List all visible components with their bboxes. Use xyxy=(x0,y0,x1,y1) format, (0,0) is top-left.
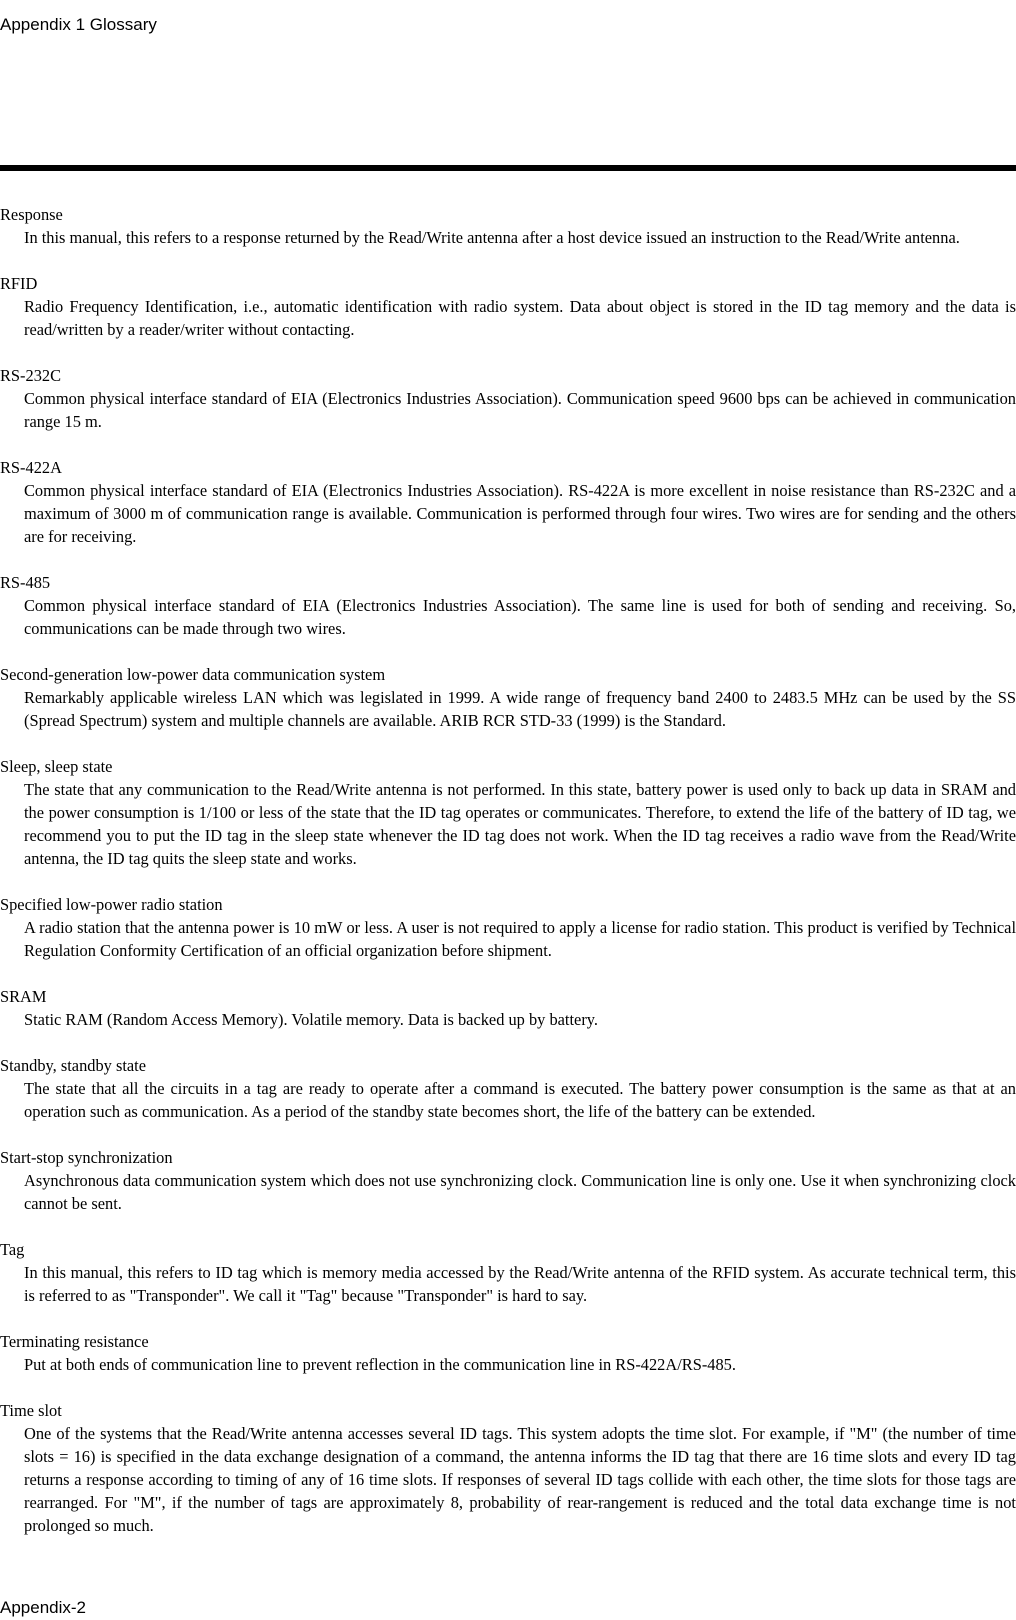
glossary-term: Response xyxy=(0,205,63,224)
glossary-definition: In this manual, this refers to ID tag which is memory media accessed by the Read/Write antenna of the RFID system. As accurate technical term, this is referred to as "Transponder". We call it "Tag" because "Transponder" is hard to say. xyxy=(24,1263,1016,1305)
glossary-definition: A radio station that the antenna power is 10 mW or less. A user is not required to apply a license for radio station. This product is verified by Technical Regulation Conformity Certification of an official organization before shipment. xyxy=(24,918,1016,960)
glossary-definition: One of the systems that the Read/Write antenna accesses several ID tags. This system adopts the time slot. For example, if "M" (the number of time slots = 16) is specified in the data exchange designation of a command, the antenna informs the ID tag that there are 16 time slots and every ID tag returns a response according to timing of any of 16 time slots. If responses of several ID tags collide with each other, the time slots for those tags are rearranged. For "M", if the number of tags are approximately 8, probability of rear-rangement is reduced and the total data exchange time is not prolonged so much. xyxy=(24,1424,1016,1535)
glossary-entry-sleep xyxy=(0,755,1016,870)
glossary-definition: Common physical interface standard of EIA (Electronics Industries Association). RS-422A is more excellent in noise resistance than RS-232C and a maximum of 3000 m of communication range is available. Communication is performed through four wires. Two wires are for sending and the others are for receiving. xyxy=(24,481,1016,546)
glossary-entry-response xyxy=(0,203,1016,249)
glossary-term: Second-generation low-power data communication system xyxy=(0,665,386,684)
glossary-term: Start-stop synchronization xyxy=(0,1148,173,1167)
glossary-term: RS-485 xyxy=(0,573,51,592)
page-number: Appendix-2 xyxy=(0,1598,87,1617)
glossary-entry-sram xyxy=(0,985,1016,1031)
glossary-term: Specified low-power radio station xyxy=(0,895,223,914)
glossary-term: Tag xyxy=(0,1240,25,1259)
glossary-term: SRAM xyxy=(0,987,47,1006)
glossary-definition: Common physical interface standard of EIA (Electronics Industries Association). The same line is used for both of sending and receiving. So, communications can be made through two wires. xyxy=(24,596,1016,638)
glossary-term: Terminating resistance xyxy=(0,1332,149,1351)
glossary-term: Time slot xyxy=(0,1401,62,1420)
glossary-term: RS-422A xyxy=(0,458,62,477)
glossary-definition: Put at both ends of communication line to prevent reflection in the communication line in RS-422A/RS-485. xyxy=(24,1355,736,1374)
glossary-term: Standby, standby state xyxy=(0,1056,146,1075)
glossary-entry-tag xyxy=(0,1238,1016,1307)
glossary-entry-rs-422a xyxy=(0,456,1016,548)
glossary-entry-standby xyxy=(0,1054,1016,1123)
glossary-list xyxy=(0,203,1016,1560)
header-divider xyxy=(0,165,1016,171)
glossary-entry-rs-232c xyxy=(0,364,1016,433)
glossary-definition: The state that all the circuits in a tag are ready to operate after a command is executed. The battery power consumption is the same as that at an operation such as communication. As a period of the standby state becomes short, the life of the battery can be extended. xyxy=(24,1079,1016,1121)
glossary-definition: Common physical interface standard of EIA (Electronics Industries Association). Communication speed 9600 bps can be achieved in communication range 15 m. xyxy=(24,389,1016,431)
glossary-definition: Static RAM (Random Access Memory). Volatile memory. Data is backed up by battery. xyxy=(24,1010,599,1029)
glossary-term: RS-232C xyxy=(0,366,62,385)
page-header-title: Appendix 1 Glossary xyxy=(0,15,157,34)
glossary-entry-specified-low-power xyxy=(0,893,1016,962)
glossary-term: RFID xyxy=(0,274,38,293)
glossary-entry-rs-485 xyxy=(0,571,1016,640)
glossary-entry-rfid xyxy=(0,272,1016,341)
glossary-entry-terminating-resistance xyxy=(0,1330,1016,1376)
glossary-definition: In this manual, this refers to a response returned by the Read/Write antenna after a host device issued an instruction to the Read/Write antenna. xyxy=(24,228,960,247)
glossary-term: Sleep, sleep state xyxy=(0,757,113,776)
glossary-entry-start-stop xyxy=(0,1146,1016,1215)
glossary-definition: The state that any communication to the Read/Write antenna is not performed. In this state, battery power is used only to back up data in SRAM and the power consumption is 1/100 or less of the state that the ID tag operates or communicates. Therefore, to extend the life of the battery of ID tag, we recommend you to put the ID tag in the sleep state whenever the ID tag does not work. When the ID tag receives a radio wave from the Read/Write antenna, the ID tag quits the sleep state and works. xyxy=(24,780,1016,868)
glossary-entry-second-generation xyxy=(0,663,1016,732)
glossary-entry-time-slot xyxy=(0,1399,1016,1537)
glossary-definition: Asynchronous data communication system which does not use synchronizing clock. Communication line is only one. Use it when synchronizing clock cannot be sent. xyxy=(24,1171,1016,1213)
glossary-definition: Remarkably applicable wireless LAN which was legislated in 1999. A wide range of frequency band 2400 to 2483.5 MHz can be used by the SS (Spread Spectrum) system and multiple channels are available. ARIB RCR STD-33 (1999) is the Standard. xyxy=(24,688,1016,730)
glossary-definition: Radio Frequency Identification, i.e., automatic identification with radio system. Data about object is stored in the ID tag memory and the data is read/written by a reader/writer without contacting. xyxy=(24,297,1016,339)
